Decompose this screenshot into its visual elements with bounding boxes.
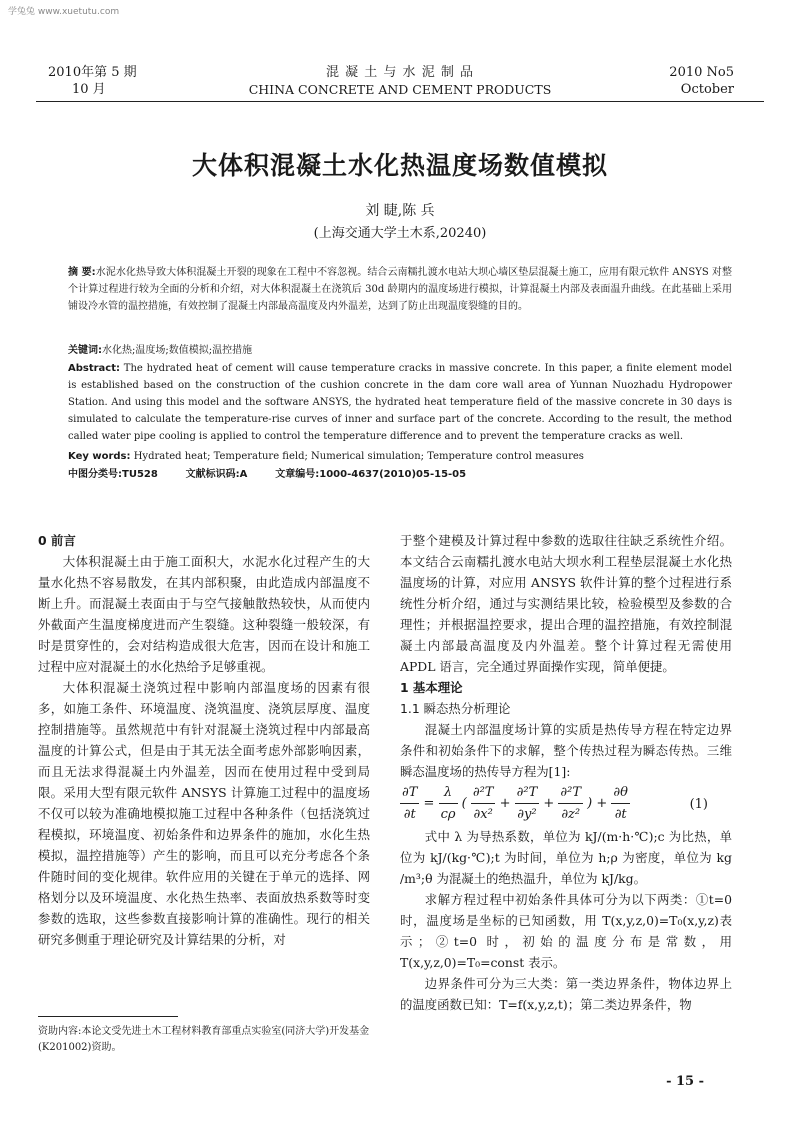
abstract-en — [68, 360, 732, 445]
right-column — [400, 530, 732, 1070]
keywords-en-label: Key words: — [68, 451, 131, 462]
keywords-cn — [68, 342, 732, 359]
header-rule — [36, 101, 764, 102]
subsection-heading-1-1: 1.1 瞬态热分析理论 — [400, 701, 511, 716]
affiliation: (上海交通大学土木系,20240) — [313, 226, 487, 241]
equation-1: $\frac{\partial T}{\partial t}$ = $\frac{\lambda}{c\rho}$ ( $\frac{\text{∂²T}}{\text{∂x²}}$ + $\frac{\text{∂²T}}{\text{∂y²}}$ + $\frac{\text{∂²T}}{\text{∂z²}}$ ) + $\frac{\partial\theta}{\partial t}$ (1) — [400, 782, 732, 826]
authors: 刘 睫,陈 兵 — [365, 203, 435, 219]
paragraph: 大体积混凝土由于施工面积大，水泥水化过程产生的大量水化热不容易散发，在其内部积聚，由此造成内部温度不断上升。而混凝土表面由于与空气接触散热较快，从而使内外截面产生温度梯度进而产生裂缝。这种裂缝一般较深，有时是贯穿性的，会对结构造成很大危害，因而在设计和施工过程中应对混凝土的水化热给予足够重视。 — [38, 554, 370, 674]
issue-info-en — [669, 64, 734, 98]
issue-month-en: October — [680, 82, 734, 97]
abstract-cn-text: 水泥水化热导致大体积混凝土开裂的现象在工程中不容忽视。结合云南糯扎渡水电站大坝心墙区垫层混凝土施工，应用有限元软件 ANSYS 对整个计算过程进行较为全面的分析和介绍，对大体积混凝土在浇筑后 30d 龄期内的温度场进行模拟，计算混凝土内部及表面温升曲线。在此基础上采用铺设冷水管的温控措施，有效控制了混凝土内部最高温度及内外温差，达到了防止出现温度裂缝的目的。 — [68, 267, 732, 312]
paragraph: 边界条件可分为三大类：第一类边界条件，物体边界上的温度函数已知：T=f(x,y,z,t)；第二类边界条件，物 — [400, 976, 732, 1012]
abstract-cn — [68, 264, 732, 315]
left-column — [38, 530, 370, 1000]
issue-month: 10 月 — [72, 82, 106, 97]
abstract-en-text: The hydrated heat of cement will cause temperature cracks in massive concrete. In this paper, a finite element model is established based on the construction of the cushion concrete in the dam core wall area of Yunnan Nuozhadu Hydropower Station. And using this model and the software ANSYS, the hydrated heat temperature field of the massive concrete in 30 days is simulated to calculate the temperature-rise curves of inner and surface part of the concrete. According to the result, the method called water pipe cooling is applied to control the temperature difference and to prevent the temperature cracks as well. — [68, 363, 732, 442]
issue-number-en: 2010 No5 — [669, 65, 734, 80]
paragraph: 于整个建模及计算过程中参数的选取往往缺乏系统性介绍。本文结合云南糯扎渡水电站大坝水利工程垫层混凝土水化热温度场的计算，对应用 ANSYS 软件计算的整个过程进行系统性分析介绍，通过与实测结果比较，检验模型及参数的合理性；并根据温控要求，提出合理的温控措施，有效控制混凝土内部最高温度及内外温差。整个计算过程无需使用 APDL 语言，完全通过界面操作实现，简单便捷。 — [400, 533, 732, 674]
journal-name-en: CHINA CONCRETE AND CEMENT PRODUCTS — [248, 82, 552, 97]
footnote-rule — [38, 1016, 178, 1017]
abstract-cn-label: 摘 要: — [68, 267, 96, 278]
keywords-cn-text: 水化热;温度场;数值模拟;温控措施 — [102, 345, 253, 356]
page-number: - 15 - — [666, 1074, 704, 1089]
section-heading-0: 0 前言 — [38, 533, 76, 548]
keywords-cn-label: 关键词: — [68, 345, 102, 356]
watermark: 学兔兔 www.xuetutu.com — [8, 7, 120, 17]
footnote: 资助内容:本论文受先进土木工程材料教育部重点实验室(同济大学)开发基金(K201002)资助。 — [38, 1026, 370, 1053]
abstract-en-label: Abstract: — [68, 363, 121, 374]
equation-number: (1) — [689, 797, 708, 812]
section-heading-1: 1 基本理论 — [400, 680, 463, 695]
keywords-en-text: Hydrated heat; Temperature field; Numerical simulation; Temperature control measures — [133, 451, 584, 462]
paragraph: 大体积混凝土浇筑过程中影响内部温度场的因素有很多，如施工条件、环境温度、浇筑温度、浇筑层厚度、温度控制措施等。虽然规范中有针对混凝土浇筑过程中内部最高温度的计算公式，但是由于其无法全面考虑外部影响因素，而且无法求得混凝土内外温差，因而在使用过程中受到局限。采用大型有限元软件 ANSYS 计算施工过程中的温度场不仅可以较为准确地模拟施工过程中各种条件（包括浇筑过程模拟，环境温度、初始条件和边界条件的施加，水化生热模拟，温控措施等）产生的影响，而且可以充分考虑各个条件随时间的变化规律。软件应用的关键在于单元的选择、网格划分以及环境温度、水化热生热率、表面放热系数等时变参数的选取，这些参数直接影响计算的准确性。现行的相关研究多侧重于理论研究及计算结果的分析，对 — [38, 680, 370, 947]
paper-title: 大体积混凝土水化热温度场数值模拟 — [191, 151, 608, 180]
keywords-en — [68, 448, 732, 465]
paragraph: 混凝土内部温度场计算的实质是热传导方程在特定边界条件和初始条件下的求解，整个传热过程为瞬态传热。三维瞬态温度场的热传导方程为[1]: — [400, 722, 732, 779]
classification-line: 中图分类号:TU528 文献标识码:A 文章编号:1000-4637(2010)05-15-05 — [68, 469, 467, 480]
issue-year: 2010年第 5 期 — [48, 65, 137, 80]
journal-name-cn: 混 凝 土 与 水 泥 制 品 — [326, 65, 474, 80]
paragraph: 求解方程过程中初始条件具体可分为以下两类：①t=0 时，温度场是坐标的已知函数，用 T(x,y,z,0)=T₀(x,y,z)表示；②t=0 时，初始的温度分布是常数，用 T(x,y,z,0)=T₀=const 表示。 — [400, 892, 732, 970]
paragraph: 式中 λ 为导热系数，单位为 kJ/(m·h·℃);c 为比热，单位为 kJ/(kg·℃);t 为时间，单位为 h;ρ 为密度，单位为 kg /m³;θ 为混凝土的绝热温升，单位为 kJ/kg。 — [400, 829, 732, 886]
